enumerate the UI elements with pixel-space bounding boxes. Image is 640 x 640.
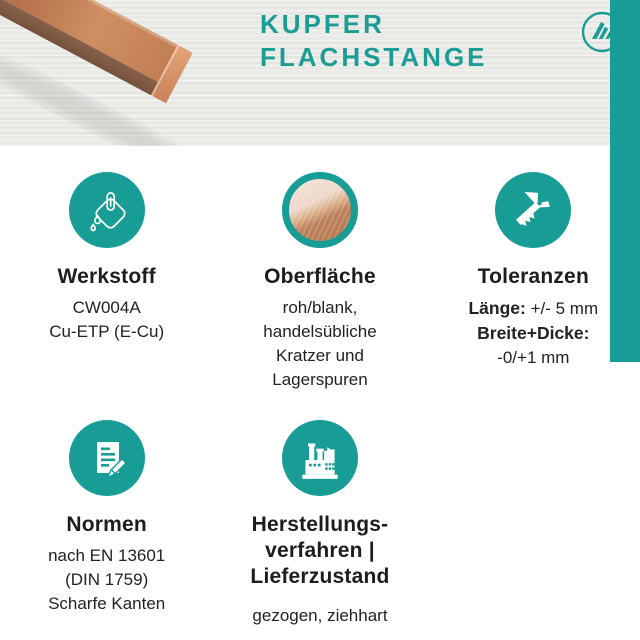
- feature-toleranzen: [427, 172, 640, 392]
- copper-flat-bar-photo: [0, 0, 260, 146]
- feature-body: nach EN 13601 (DIN 1759) Scharfe Kanten: [48, 546, 166, 613]
- feature-title: Toleranzen: [477, 265, 589, 288]
- feature-title: Werkstoff: [57, 265, 156, 288]
- feature-normen: [0, 420, 213, 628]
- empty-cell: [427, 420, 640, 628]
- tolerance-value-breite-dicke: -0/+1 mm: [497, 348, 570, 367]
- tolerance-label-breite-dicke: Breite+Dicke:: [477, 323, 590, 343]
- page-title: [260, 8, 488, 74]
- feature-body: gezogen, ziehhart: [252, 606, 388, 625]
- feature-title: Herstellungs- verfahren | Lieferzustand: [250, 513, 390, 588]
- copper-surface-photo-icon: [282, 172, 358, 248]
- feature-oberflaeche: [213, 172, 426, 392]
- feature-werkstoff: [0, 172, 213, 392]
- feature-body: roh/blank, handelsübliche Kratzer und Lagerspuren: [263, 298, 377, 389]
- crucible-pour-icon: [69, 172, 145, 248]
- factory-icon: [282, 420, 358, 496]
- feature-title: Oberfläche: [264, 265, 376, 288]
- feature-row-2: [0, 420, 640, 628]
- feature-row-1: [0, 172, 640, 392]
- feature-body: [468, 296, 598, 370]
- title-line-1: KUPFER: [260, 9, 385, 39]
- feature-body: CW004A Cu-ETP (E-Cu): [49, 298, 165, 341]
- document-pencil-icon: [69, 420, 145, 496]
- title-line-2: FLACHSTANGE: [260, 42, 488, 72]
- tolerance-label-laenge: Länge:: [468, 298, 526, 318]
- feature-title: Normen: [66, 513, 147, 536]
- tolerance-value-laenge: +/- 5 mm: [530, 299, 599, 318]
- caliper-icon: [495, 172, 571, 248]
- feature-herstellung: [213, 420, 426, 628]
- header: [0, 0, 640, 146]
